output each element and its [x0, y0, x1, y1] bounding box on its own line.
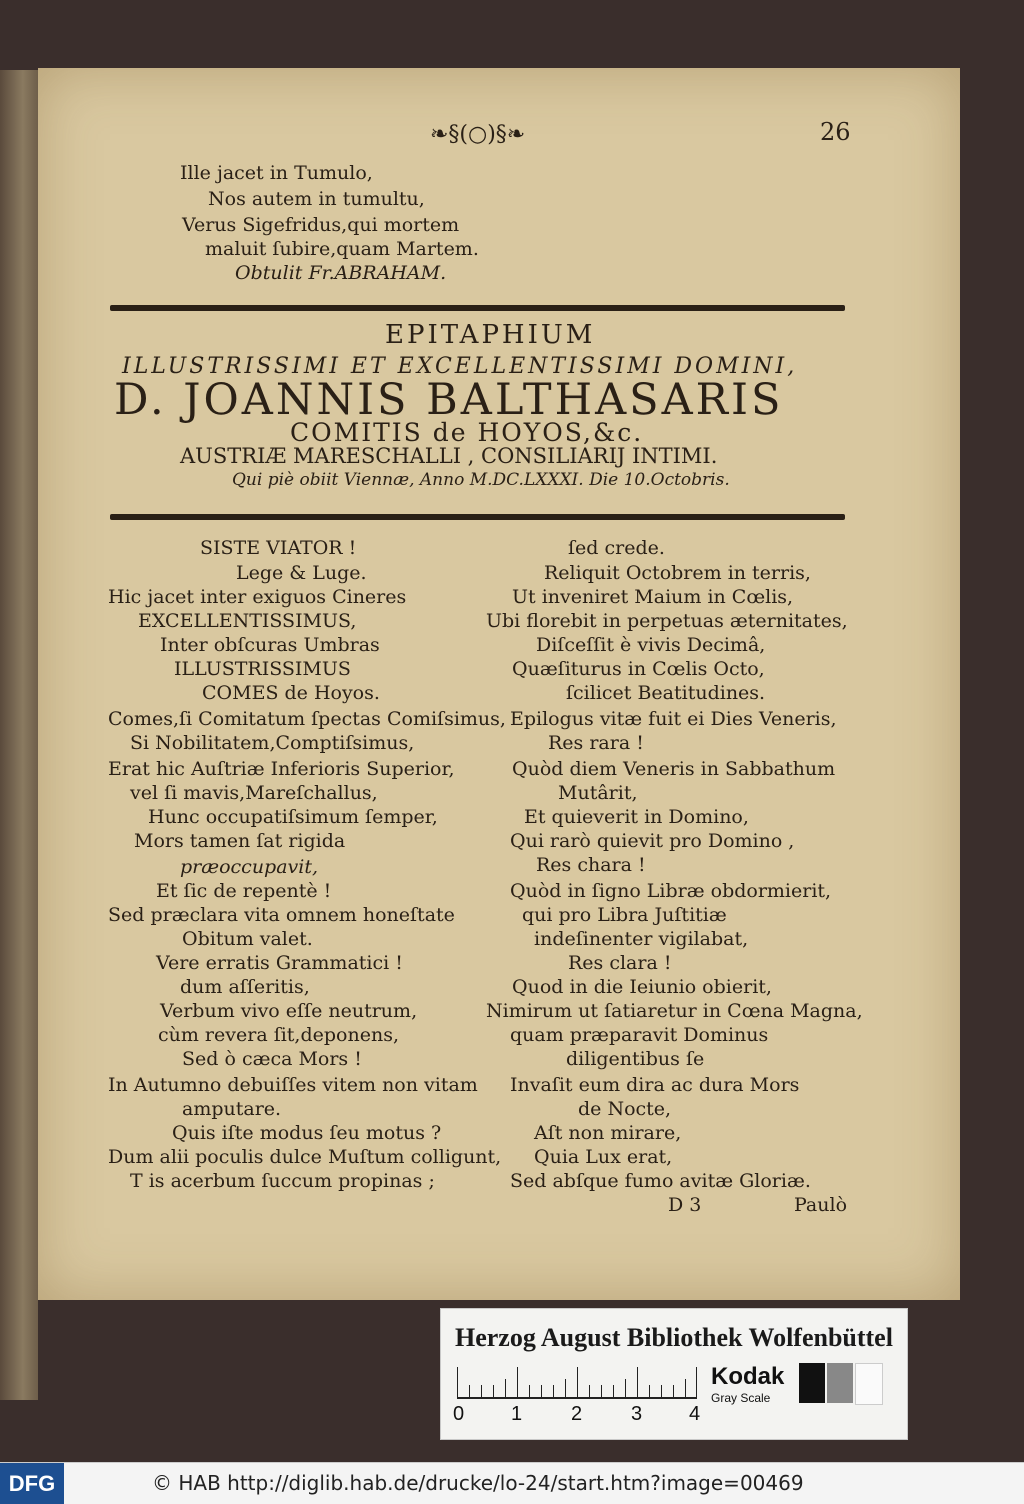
left-line: Si Nobilitatem,Comptiſsimus, [130, 732, 415, 754]
right-line: Mutârit, [558, 782, 638, 804]
right-line: Epilogus vitæ fuit ei Dies Veneris, [510, 708, 837, 730]
right-line: Quòd in ſigno Libræ obdormierit, [510, 880, 832, 902]
right-line: Ubi florebit in perpetuas æternitates, [486, 610, 848, 632]
left-line: In Autumno debuiſſes vitem non vitam [108, 1074, 478, 1096]
left-line: COMES de Hoyos. [202, 682, 380, 704]
book-edge [0, 70, 38, 1400]
right-line: Quod in die Ieiunio obierit, [512, 976, 772, 998]
divider-rule [110, 514, 845, 520]
page-number: 26 [820, 118, 851, 146]
left-line: Verbum vivo eſſe neutrum, [160, 1000, 418, 1022]
right-line: Quòd diem Veneris in Sabbathum [512, 758, 836, 780]
footer-credit-link[interactable]: © HAB http://diglib.hab.de/drucke/lo-24/start.htm?image=00469 [152, 1471, 804, 1495]
ruler-number: 0 [453, 1403, 465, 1425]
right-line: Aſt non mirare, [534, 1122, 682, 1144]
verse-line: Nos autem in tumultu, [208, 188, 425, 210]
left-line: cùm revera ſit,deponens, [158, 1024, 399, 1046]
date-line: Qui piè obiit Viennæ, Anno M.DC.LXXXI. Die 10.Octobris. [232, 470, 730, 490]
right-line: Res clara ! [568, 952, 672, 974]
right-line: Diſceſſit è vivis Decimâ, [536, 634, 766, 656]
verse-line: Verus Sigefridus,qui mortem [182, 214, 460, 236]
left-line: SISTE VIATOR ! [200, 537, 357, 559]
verse-line: Ille jacet in Tumulo, [180, 162, 373, 184]
gray-scale-label: Gray Scale [711, 1391, 771, 1405]
left-line: EXCELLENTISSIMUS, [138, 610, 357, 632]
right-line: quam præparavit Dominus [510, 1024, 769, 1046]
ruler-number: 3 [631, 1403, 643, 1425]
right-line: Quia Lux erat, [534, 1146, 673, 1168]
left-line: Vere erratis Grammatici ! [156, 952, 403, 974]
epitaphium-heading: EPITAPHIUM [385, 320, 596, 350]
left-line: Hunc occupatiſsimum ſemper, [148, 806, 438, 828]
document-page [38, 68, 960, 1300]
left-line: amputare. [182, 1098, 282, 1120]
right-line: Qui rarò quievit pro Domino , [510, 830, 795, 852]
gray-patch [827, 1363, 853, 1403]
right-line: Nimirum ut ſatiaretur in Cœna Magna, [486, 1000, 863, 1022]
left-line: Comes,ſi Comitatum ſpectas Comiſsimus, [108, 708, 506, 730]
scale-ruler [457, 1367, 697, 1399]
ruler-number: 4 [689, 1403, 701, 1425]
verse-line: maluit ſubire,quam Martem. [205, 238, 479, 260]
left-line: Obitum valet. [182, 928, 313, 950]
dominus-heading: ILLUSTRISSIMI ET EXCELLENTISSIMI DOMINI, [122, 354, 798, 379]
right-line: Ut inveniret Maium in Cœlis, [512, 586, 794, 608]
ruler-number: 1 [511, 1403, 523, 1425]
library-title: Herzog August Bibliothek Wolfenbüttel [455, 1323, 893, 1352]
gray-patch [799, 1363, 825, 1403]
divider-rule [110, 305, 845, 311]
name-heading: D. JOANNIS BALTHASARIS [114, 375, 784, 425]
dfg-logo: DFG [0, 1463, 64, 1504]
left-line: Sed præclara vita omnem honeſtate [108, 904, 455, 926]
right-line: de Nocte, [578, 1098, 672, 1120]
right-line: diligentibus ſe [566, 1048, 705, 1070]
left-line: dum aſſeritis, [180, 976, 310, 998]
header-ornament: ❧§(○)§❧ [430, 122, 526, 147]
library-label [440, 1308, 908, 1440]
right-line: indeſinenter vigilabat, [534, 928, 749, 950]
right-line: ſed crede. [568, 537, 665, 559]
left-line: Sed ò cæca Mors ! [182, 1048, 362, 1070]
office-heading: AUSTRIÆ MARESCHALLI , CONSILIARIJ INTIMI. [180, 444, 718, 468]
left-line: vel ſi mavis,Mareſchallus, [130, 782, 378, 804]
right-line: Sed abſque fumo avitæ Gloriæ. [510, 1170, 811, 1192]
right-line: Quæſiturus in Cœlis Octo, [512, 658, 765, 680]
left-line: Quis iſte modus ſeu motus ? [172, 1122, 442, 1144]
left-line: Et ſic de repentè ! [156, 880, 332, 902]
left-line: Lege & Luge. [236, 562, 367, 584]
left-line: præoccupavit, [180, 856, 319, 878]
catchword: Paulò [794, 1194, 848, 1216]
signature-mark: D 3 [668, 1194, 702, 1216]
right-line: Reliquit Octobrem in terris, [544, 562, 811, 584]
right-line: ſcilicet Beatitudines. [566, 682, 766, 704]
left-line: Erat hic Auſtriæ Inferioris Superior, [108, 758, 455, 780]
comitis-heading: COMITIS de HOYOS,&c. [290, 418, 644, 447]
left-line: Dum alii poculis dulce Muſtum colligunt, [108, 1146, 502, 1168]
left-line: Inter obſcuras Umbras [160, 634, 380, 656]
left-line: Mors tamen ſat rigida [134, 830, 346, 852]
left-line: Hic jacet inter exiguos Cineres [108, 586, 407, 608]
left-line: ILLUSTRISSIMUS [174, 658, 351, 680]
verse-signature: Obtulit Fr.ABRAHAM. [235, 262, 447, 284]
ruler-number: 2 [571, 1403, 583, 1425]
right-line: Invaſit eum dira ac dura Mors [510, 1074, 800, 1096]
right-line: qui pro Libra Juſtitiæ [522, 904, 727, 926]
right-line: Res chara ! [536, 854, 646, 876]
right-line: Et quieverit in Domino, [524, 806, 749, 828]
left-line: T is acerbum ſuccum propinas ; [130, 1170, 435, 1192]
footer-bar [0, 1462, 1024, 1504]
right-line: Res rara ! [548, 732, 644, 754]
gray-patch [855, 1363, 883, 1405]
kodak-logo: Kodak [711, 1363, 785, 1390]
